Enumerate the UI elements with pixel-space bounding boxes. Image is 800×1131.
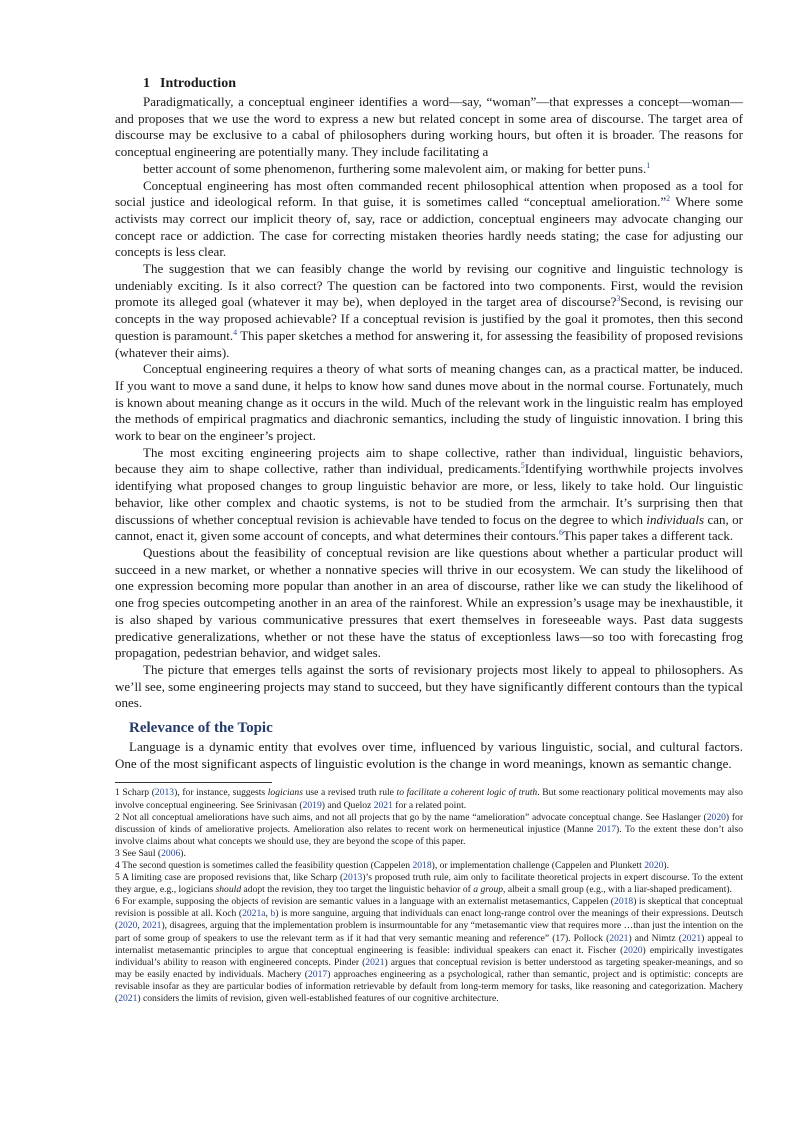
section-title: Introduction xyxy=(160,76,236,91)
subsection-heading: Relevance of the Topic xyxy=(129,720,273,737)
citation-link[interactable]: 2013 xyxy=(154,787,175,799)
paragraph-6: Questions about the feasibility of conceptual revision are like questions about whether a particular product will succeed in a new market, or whether a nonnative species will thrive in our ecosystem. We can study the likelihood of one expression becoming more popular than another in an area of discourse, rather like we can study the likelihood of one frog species outcompeting another in an area of the rainforest. While an expression’s usage may be inexhaustible, it is also shaped by various communicative pressures that exert themselves in foreseeable ways. Past data suggests predicative generalizations, whether or not these have the status of exceptionless laws—so too with forecasting frog propagation, pedestrian behavior, and widget sales. xyxy=(115,544,743,661)
footnote-3: 3 See Saul (2006). xyxy=(115,847,186,859)
citation-link[interactable]: 2020 xyxy=(118,920,138,932)
citation-link[interactable]: 2017 xyxy=(308,968,328,980)
subsection-paragraph: Language is a dynamic entity that evolves over time, influenced by various linguistic, social, and cultural factors. One of the most significant aspects of linguistic evolution is the change in word meanings, known as semantic change. xyxy=(115,739,743,771)
paragraph-3: The suggestion that we can feasibly change the world by revising our cognitive and linguistic technology is undeniably exciting. Is it also correct? The question can be factored into two components. First, would the revision promote its alleged goal (whatever it may be), when deployed in the target area of discourse?$^3$Second, is revising our concepts in the way proposed achievable? If a conceptual revision is justified by the goal it promotes, then this second question is paramount.$^4$ This paper sketches a method for answering it, for assessing the feasibility of proposed revisions (whatever their aims). xyxy=(115,261,743,360)
section-number: 1 xyxy=(143,76,150,91)
citation-link[interactable]: 2021 xyxy=(373,799,393,811)
citation-link[interactable]: 2021a xyxy=(242,908,266,920)
citation-link[interactable]: 2020 xyxy=(706,811,726,823)
citation-link[interactable]: 2006 xyxy=(161,847,181,859)
citation-link[interactable]: 2017 xyxy=(596,823,617,835)
citation-link[interactable]: 2020 xyxy=(644,859,664,871)
footnotes xyxy=(115,787,743,1005)
footnote-marker[interactable]: 1 xyxy=(646,160,651,170)
citation-link[interactable]: 2013 xyxy=(343,872,363,884)
citation-link[interactable]: 2018 xyxy=(614,896,634,908)
paragraph-1-continued: better account of some phenomenon, furthering some malevolent aim, or making for better puns.$^1$ xyxy=(143,160,651,176)
footnote-6: 6 For example, supposing the objects of revision are semantic values in a language with an externalist metasemantics, Cappelen (2018) is skeptical that conceptual revision is possible at all. Koch (2021a, b) is more sanguine, arguing that individuals can enact long-range control over the meanings of their expressions. Deutsch (2020, 2021), disagrees, arguing that the implementation problem is insurmountable for any “metasemantic view that requires more …than just the intention on the part of some group of speakers to use the relevant term as if it had that very semantic meaning and reference” (17). Pollock (2021) and Nimtz (2021) appeal to internalist metasemantic principles to argue that conceptual engineering is feasible: individual speakers can enact it. Fischer (2020) empirically investigates individual’s ability to reason with engineered concepts. Pinder (2021) argues that conceptual revision is better understood as targeting speaker-meanings, and so may be easily enacted by individuals. Machery (2017) approaches engineering as a psychological, rather than semantic, project and is optimistic: concepts are revisable insofar as they are particular bodies of information retrievable by default from long-term memory for tasks, like reasoning and categorization. Machery (2021) considers the limits of revision, given well-established features of our cognitive architecture. xyxy=(115,896,744,1005)
paragraph-4: Conceptual engineering requires a theory of what sorts of meaning changes can, as a practical matter, be induced. If you want to move a sand dune, it helps to know how sand dunes move about in the normal course. Fortunately, much is known about meaning change as it occurs in the wild. Much of the relevant work in the linguistic realm has employed the methods of empirical pragmatics and diachronic semantics, including the study of linguistic innovation. I bring this work to bear on the engineer’s project. xyxy=(115,361,743,444)
paragraph-7: The picture that emerges tells against the sorts of revisionary projects most likely to appeal to philosophers. As we’ll see, some engineering projects may stand to succeed, but they have significantly different contours than the typical ones. xyxy=(115,661,743,711)
paper-page xyxy=(115,76,743,1005)
section-heading xyxy=(143,76,743,92)
citation-link[interactable]: 2021 xyxy=(118,993,138,1005)
footnote-marker[interactable]: 2 xyxy=(666,194,671,204)
footnote-marker[interactable]: 4 xyxy=(233,327,238,337)
footnote-rule xyxy=(115,782,272,783)
citation-link[interactable]: 2021 xyxy=(609,932,629,944)
citation-link[interactable]: 2021 xyxy=(681,932,702,944)
footnote-1: 1 Scharp (2013), for instance, suggests logicians use a revised truth rule to facilitate a coherent logic of truth. But some reactionary political movements may also involve conceptual engineering. See Srinivasan (2019) and Queloz 2021 for a related point. xyxy=(115,787,743,811)
footnote-4: 4 The second question is sometimes called the feasibility question (Cappelen 2018), or implementation challenge (Cappelen and Plunkett 2020). xyxy=(115,859,670,871)
footnote-2: 2 Not all conceptual ameliorations have such aims, and not all projects that go by the name “amelioration” advocate conceptual change. See Haslanger (2020) for discussion of kinds of ameliorative projects. Amelioration also relates to recent work on hermeneutical injustice (Manne 2017). To the extent these don’t also involve claims about what concepts we should use, they are beyond the scope of this paper. xyxy=(115,811,744,847)
paragraph-2: Conceptual engineering has most often commanded recent philosophical attention when proposed as a tool for social justice and ideological reform. In that guise, it is sometimes called “conceptual amelioration.”$^2$ Where some activists may correct our implicit theory of, say, race or addiction, conceptual engineers may advocate changing our concept race or addiction. The case for correcting mistaken theories hardly needs stating; the case for adjusting our concepts is less clear. xyxy=(115,177,743,260)
footnote-marker[interactable]: 3 xyxy=(616,294,621,304)
citation-link[interactable]: 2020 xyxy=(623,944,643,956)
citation-link[interactable]: 2019 xyxy=(302,799,322,811)
citation-link[interactable]: 2021 xyxy=(365,956,385,968)
citation-link[interactable]: 2018 xyxy=(412,859,432,871)
citation-link[interactable]: b xyxy=(270,908,276,920)
footnote-5: 5 A limiting case are proposed revisions that, like Scharp (2013)’s proposed truth rule, aim only to facilitate theoretical projects in expert discourse. To the extent they argue, e.g., logicians should adopt the revision, they too target the linguistic behavior of a group, albeit a small group (e.g., with a liar-shaped predicament). xyxy=(115,872,743,896)
paragraph-1: Paradigmatically, a conceptual engineer identifies a word—say, “woman”—that expresses a concept—woman—and proposes that we use the word to express a new but related concept in some area of discourse. The target area of discourse may be exclusive to a cabal of philosophers during working hours, but often it is broader. The reasons for conceptual engineering are potentially many. They include facilitating a xyxy=(115,94,743,160)
citation-link[interactable]: 2021 xyxy=(142,920,162,932)
footnote-marker[interactable]: 6 xyxy=(559,528,564,538)
footnote-marker[interactable]: 5 xyxy=(520,461,525,471)
paragraph-5: The most exciting engineering projects aim to shape collective, rather than individual, linguistic behaviors, because they aim to shape collective, rather than individual, predicaments.$^5$Identifying worthwhile projects involves identifying what proposed changes to group linguistic behavior are more, or less, likely to take hold. Our linguistic behavior, like other complex and chaotic systems, is not to be studied from the armchair. It’s surprising then that discussions of whether conceptual revision is achievable have tended to focus on the degree to which individuals can, or cannot, enact it, given some account of concepts, and what determines their contours.$^6$This paper takes a different tack. xyxy=(115,444,743,544)
